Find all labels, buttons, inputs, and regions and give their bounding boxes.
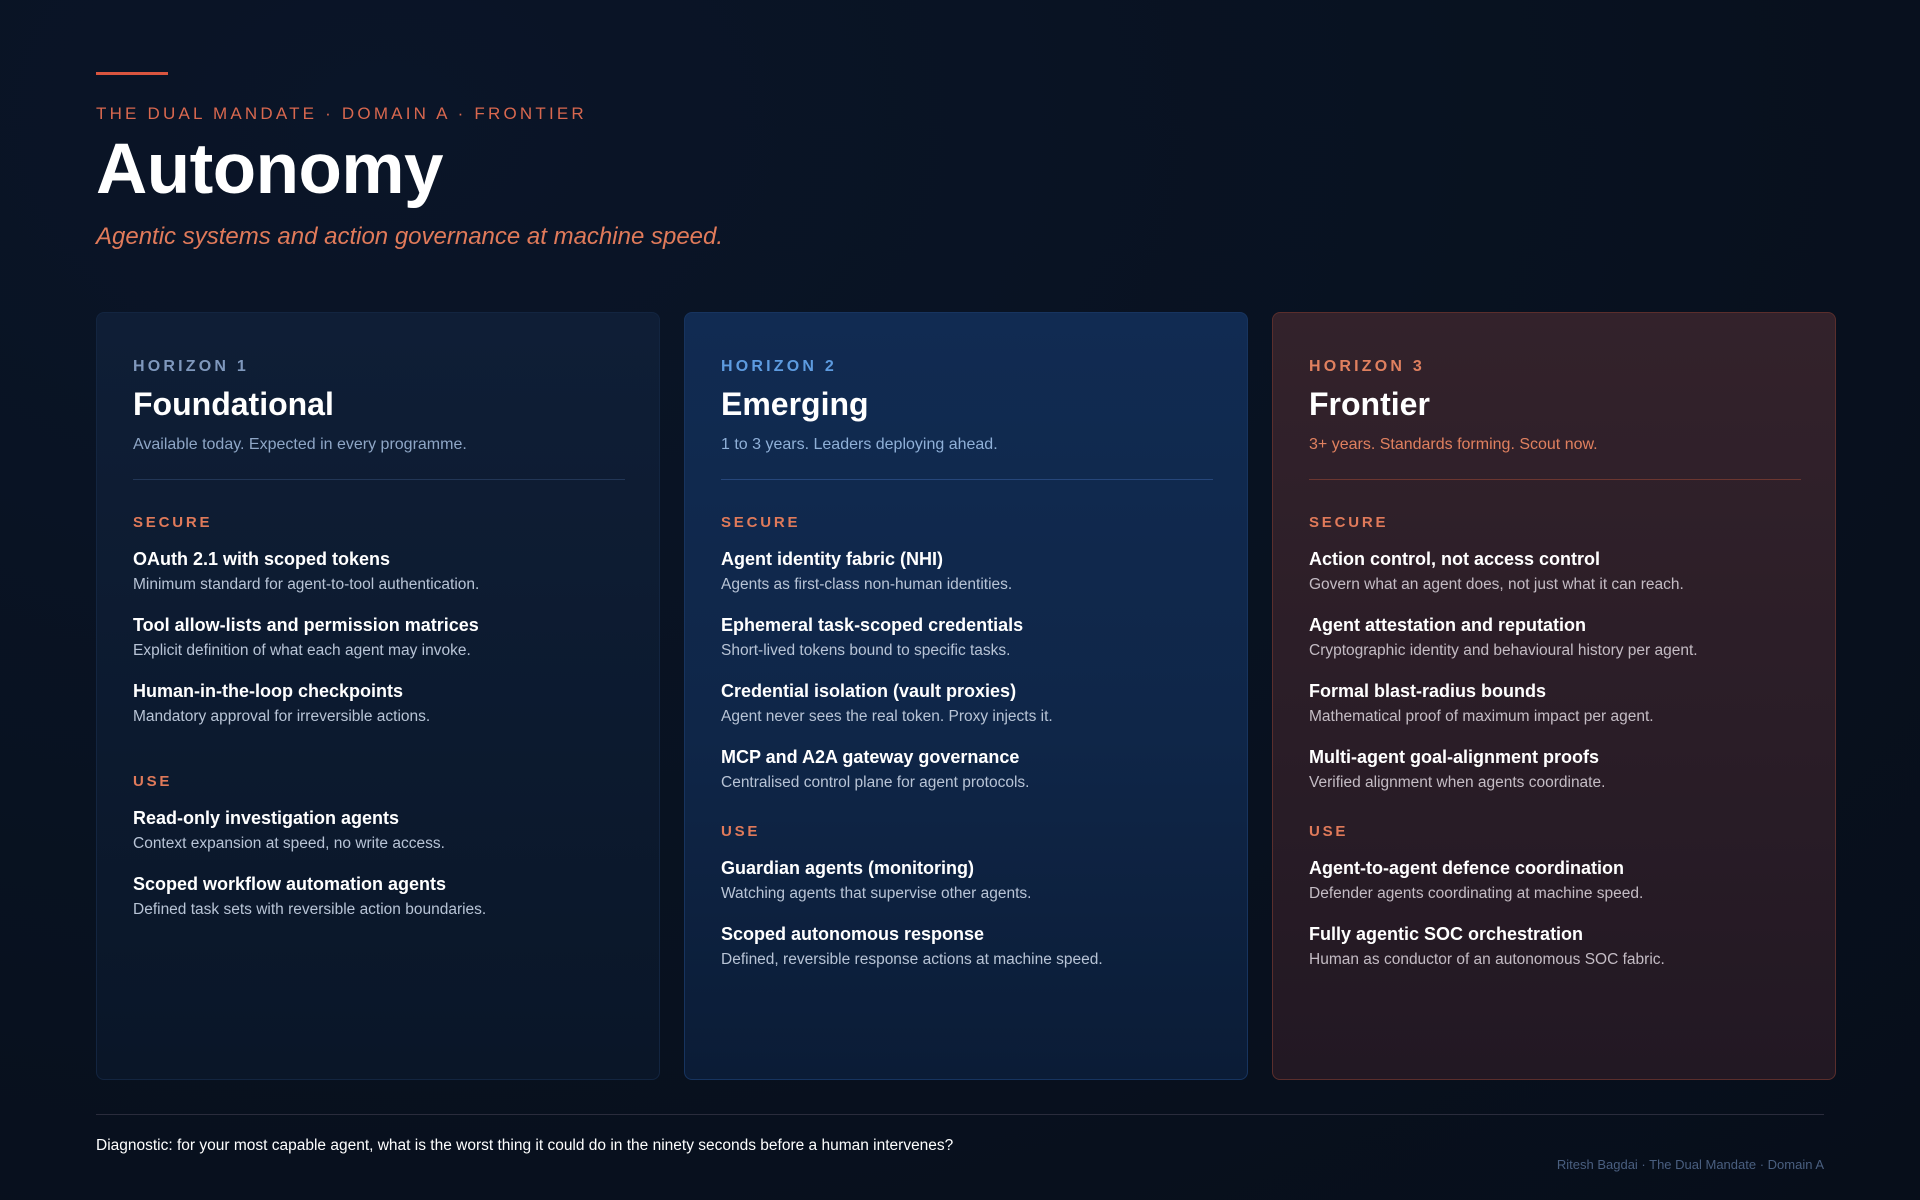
- list-item: [721, 614, 1211, 661]
- item-description: Mandatory approval for irreversible actions.: [133, 708, 431, 725]
- card-divider: [1309, 479, 1801, 480]
- footer-divider: [96, 1114, 1824, 1115]
- list-item: [721, 857, 1211, 904]
- section-label-secure: SECURE: [721, 514, 801, 531]
- item-title: Guardian agents (monitoring): [721, 858, 975, 878]
- item-description: Explicit definition of what each agent may invoke.: [133, 642, 471, 659]
- list-item: [1309, 857, 1799, 904]
- item-description: Agent never sees the real token. Proxy injects it.: [721, 708, 1053, 725]
- item-title: Ephemeral task-scoped credentials: [721, 615, 1024, 635]
- list-item: [1309, 614, 1799, 661]
- item-description: Defined task sets with reversible action boundaries.: [133, 901, 487, 918]
- section-label-use: USE: [1309, 823, 1349, 840]
- list-item: [133, 807, 623, 854]
- item-description: Mathematical proof of maximum impact per agent.: [1309, 708, 1654, 725]
- list-item: [133, 873, 623, 920]
- eyebrow-label: THE DUAL MANDATE · DOMAIN A · FRONTIER: [96, 104, 587, 123]
- item-title: MCP and A2A gateway governance: [721, 747, 1020, 767]
- item-title: Agent identity fabric (NHI): [721, 549, 944, 569]
- list-item: [133, 680, 623, 727]
- item-description: Watching agents that supervise other agents.: [721, 885, 1032, 902]
- card-title: Frontier: [1309, 386, 1430, 422]
- horizon-label: HORIZON 2: [721, 358, 837, 375]
- item-description: Minimum standard for agent-to-tool authentication.: [133, 576, 480, 593]
- item-title: Tool allow-lists and permission matrices: [133, 615, 479, 635]
- page-title: Autonomy: [96, 130, 444, 209]
- footer-credit: Ritesh Bagdai · The Dual Mandate · Domain A: [1556, 1157, 1824, 1172]
- item-title: Agent-to-agent defence coordination: [1309, 858, 1624, 878]
- item-description: Human as conductor of an autonomous SOC fabric.: [1309, 951, 1665, 968]
- item-title: Multi-agent goal-alignment proofs: [1309, 747, 1599, 767]
- card-title: Foundational: [133, 386, 334, 422]
- item-description: Cryptographic identity and behavioural history per agent.: [1309, 642, 1698, 659]
- item-description: Defender agents coordinating at machine speed.: [1309, 885, 1644, 902]
- horizon-label: HORIZON 1: [133, 358, 249, 375]
- list-item: [1309, 548, 1799, 595]
- item-title: Read-only investigation agents: [133, 808, 400, 828]
- card-description: 1 to 3 years. Leaders deploying ahead.: [721, 436, 998, 453]
- item-title: Agent attestation and reputation: [1309, 615, 1587, 635]
- item-title: Fully agentic SOC orchestration: [1309, 924, 1584, 944]
- list-item: [721, 680, 1211, 727]
- list-item: [721, 548, 1211, 595]
- list-item: [1309, 746, 1799, 793]
- section-label-secure: SECURE: [1309, 514, 1389, 531]
- section-label-use: USE: [721, 823, 761, 840]
- list-item: [721, 923, 1211, 970]
- item-title: Credential isolation (vault proxies): [721, 681, 1017, 701]
- item-title: Action control, not access control: [1309, 549, 1601, 569]
- item-description: Agents as first-class non-human identities.: [721, 576, 1013, 593]
- item-description: Short-lived tokens bound to specific tasks.: [721, 642, 1011, 659]
- item-title: Formal blast-radius bounds: [1309, 681, 1547, 701]
- item-description: Govern what an agent does, not just what it can reach.: [1309, 576, 1684, 593]
- horizon-card-emerging: [684, 312, 1248, 1080]
- card-description: Available today. Expected in every programme.: [133, 436, 467, 453]
- horizon-card-foundational: [96, 312, 660, 1080]
- card-title: Emerging: [721, 386, 869, 422]
- item-description: Context expansion at speed, no write access.: [133, 835, 445, 852]
- item-title: Scoped autonomous response: [721, 924, 985, 944]
- diagnostic-question: Diagnostic: for your most capable agent, what is the worst thing it could do in the ninety seconds before a human intervenes?: [96, 1137, 954, 1154]
- item-description: Centralised control plane for agent protocols.: [721, 774, 1030, 791]
- horizon-label: HORIZON 3: [1309, 358, 1425, 375]
- accent-bar: [96, 72, 168, 75]
- list-item: [1309, 923, 1799, 970]
- item-title: Scoped workflow automation agents: [133, 874, 447, 894]
- list-item: [721, 746, 1211, 793]
- horizon-card-frontier: [1272, 312, 1836, 1080]
- item-title: Human-in-the-loop checkpoints: [133, 681, 403, 701]
- section-label-use: USE: [133, 773, 173, 790]
- list-item: [1309, 680, 1799, 727]
- section-label-secure: SECURE: [133, 514, 213, 531]
- list-item: [133, 548, 623, 595]
- list-item: [133, 614, 623, 661]
- card-divider: [721, 479, 1213, 480]
- item-title: OAuth 2.1 with scoped tokens: [133, 549, 391, 569]
- item-description: Defined, reversible response actions at machine speed.: [721, 951, 1103, 968]
- card-divider: [133, 479, 625, 480]
- item-description: Verified alignment when agents coordinate.: [1309, 774, 1606, 791]
- page-subtitle: Agentic systems and action governance at machine speed.: [96, 223, 724, 250]
- card-description: 3+ years. Standards forming. Scout now.: [1309, 436, 1598, 453]
